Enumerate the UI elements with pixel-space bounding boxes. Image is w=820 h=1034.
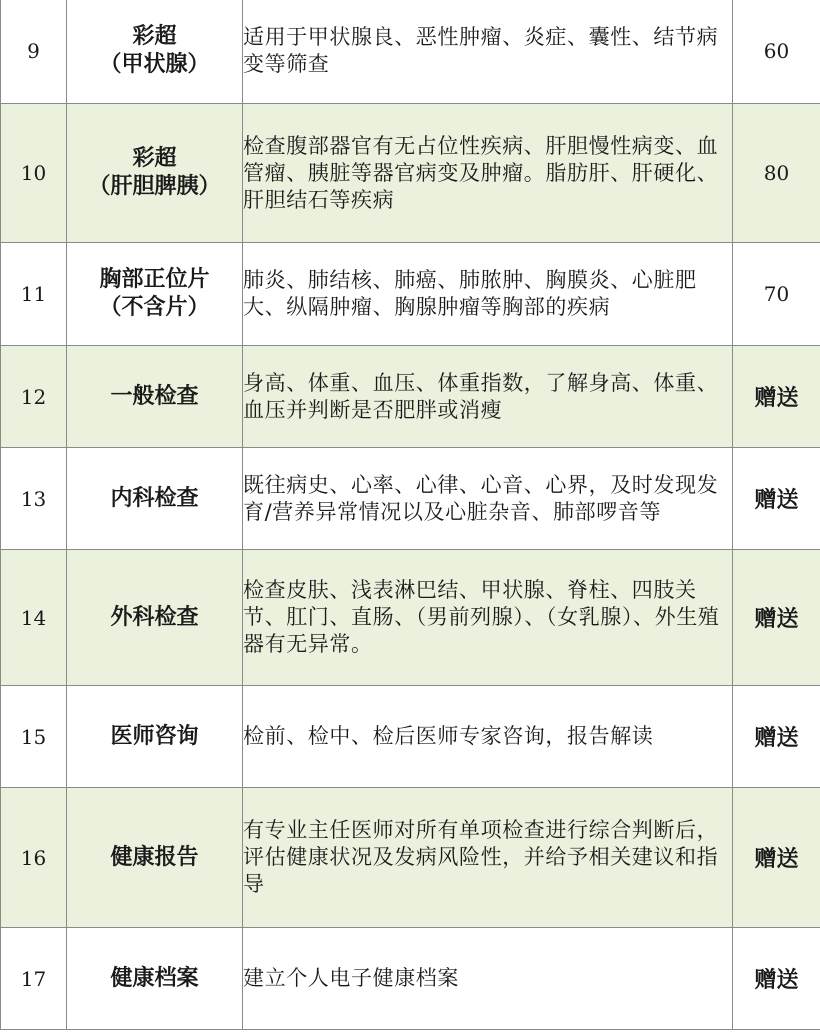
exam-item-price: 赠送 <box>733 788 820 928</box>
exam-item-name <box>67 788 243 928</box>
exam-item-description: 有专业主任医师对所有单项检查进行综合判断后，评估健康状况及发病风险性，并给予相关建议和指导 <box>243 788 733 928</box>
row-number: 13 <box>1 448 67 550</box>
exam-item-title: 外科检查 <box>110 604 199 630</box>
exam-item-description: 建立个人电子健康档案 <box>243 928 733 1030</box>
exam-item-name <box>67 0 243 104</box>
exam-item-price: 赠送 <box>733 550 820 686</box>
row-number: 17 <box>1 928 67 1030</box>
exam-item-price: 70 <box>733 243 820 346</box>
row-number: 16 <box>1 788 67 928</box>
exam-item-name <box>67 243 243 346</box>
exam-item-subtitle: （甲状腺） <box>99 52 210 77</box>
exam-item-description: 适用于甲状腺良、恶性肿瘤、炎症、囊性、结节病变等筛查 <box>243 0 733 104</box>
exam-item-title: 胸部正位片 <box>99 267 210 292</box>
table-row <box>1 448 820 550</box>
exam-item-title: 彩超 <box>132 24 177 49</box>
table-row <box>1 243 820 346</box>
exam-item-title: 医师咨询 <box>110 723 199 749</box>
exam-item-name <box>67 928 243 1030</box>
exam-item-description: 身高、体重、血压、体重指数，了解身高、体重、血压并判断是否肥胖或消瘦 <box>243 346 733 448</box>
exam-item-title: 健康档案 <box>110 965 199 991</box>
exam-item-name <box>67 448 243 550</box>
table-row <box>1 788 820 928</box>
exam-item-title: 健康报告 <box>110 844 199 870</box>
exam-item-price: 60 <box>733 0 820 104</box>
exam-item-price: 赠送 <box>733 346 820 448</box>
table-row <box>1 104 820 243</box>
exam-item-title: 内科检查 <box>110 485 199 511</box>
row-number: 10 <box>1 104 67 243</box>
exam-item-price: 赠送 <box>733 448 820 550</box>
row-number: 9 <box>1 0 67 104</box>
table-row <box>1 928 820 1030</box>
row-number: 12 <box>1 346 67 448</box>
exam-item-name <box>67 104 243 243</box>
exam-item-title: 一般检查 <box>110 383 199 409</box>
exam-item-description: 肺炎、肺结核、肺癌、肺脓肿、胸膜炎、心脏肥大、纵隔肿瘤、胸腺肿瘤等胸部的疾病 <box>243 243 733 346</box>
exam-item-name <box>67 346 243 448</box>
table-row <box>1 550 820 686</box>
exam-item-price: 赠送 <box>733 686 820 788</box>
exam-item-name <box>67 686 243 788</box>
exam-item-subtitle: （不含片） <box>99 295 210 320</box>
exam-item-name <box>67 550 243 686</box>
exam-item-title: 彩超 <box>132 146 177 171</box>
table-row <box>1 686 820 788</box>
exam-item-description: 检查皮肤、浅表淋巴结、甲状腺、脊柱、四肢关节、肛门、直肠、（男前列腺）、（女乳腺）、外生殖器有无异常。 <box>243 550 733 686</box>
exam-item-description: 既往病史、心率、心律、心音、心界，及时发现发育/营养异常情况以及心脏杂音、肺部啰音等 <box>243 448 733 550</box>
exam-item-description: 检查腹部器官有无占位性疾病、肝胆慢性病变、血管瘤、胰脏等器官病变及肿瘤。脂肪肝、肝硬化、肝胆结石等疾病 <box>243 104 733 243</box>
row-number: 15 <box>1 686 67 788</box>
exam-item-price: 赠送 <box>733 928 820 1030</box>
row-number: 14 <box>1 550 67 686</box>
table-row <box>1 346 820 448</box>
row-number: 11 <box>1 243 67 346</box>
exam-item-price: 80 <box>733 104 820 243</box>
exam-item-subtitle: （肝胆脾胰） <box>88 174 221 199</box>
exam-item-description: 检前、检中、检后医师专家咨询，报告解读 <box>243 686 733 788</box>
table-row <box>1 0 820 104</box>
